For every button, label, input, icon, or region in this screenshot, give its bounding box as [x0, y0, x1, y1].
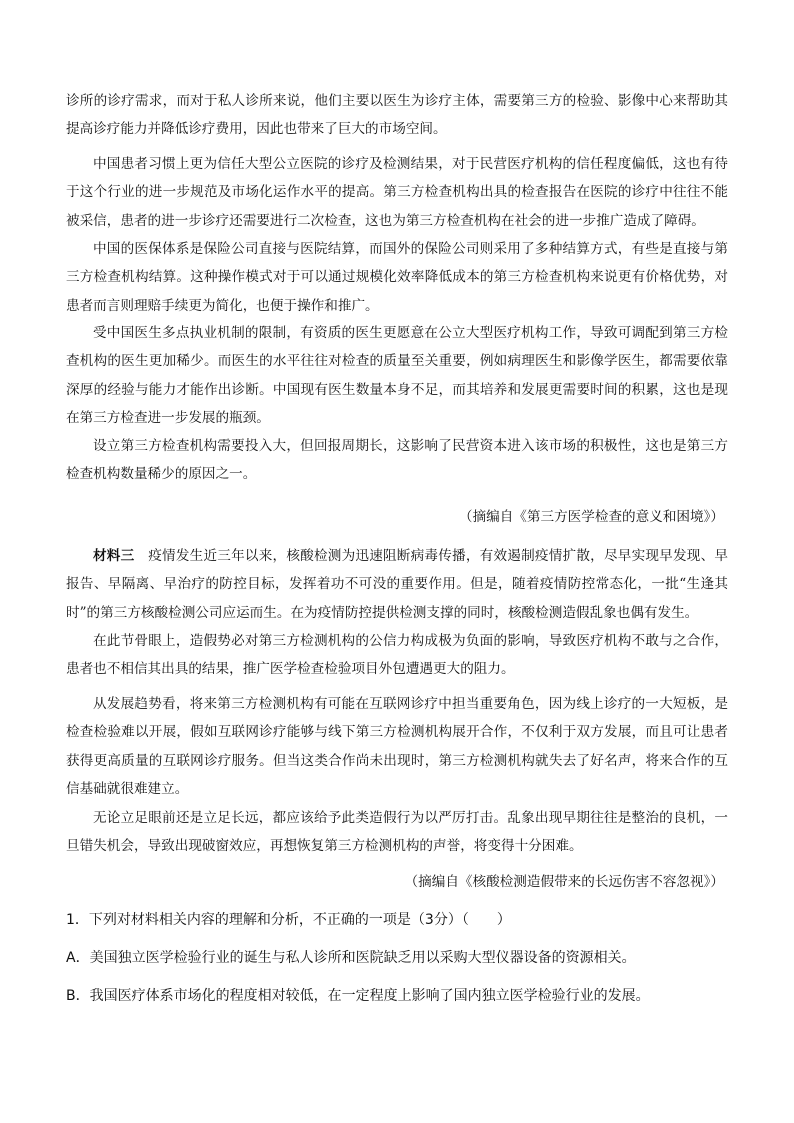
material3-paragraph-3: 从发展趋势看，将来第三方检测机构有可能在互联网诊疗中担当重要角色，因为线上诊疗的一大短板，是检查检验难以开展，假如互联网诊疗能够与线下第三方检测机构展开合作，不仅利于双方发展，而且可让患者获得更高质量的互联网诊疗服务。但当这类合作尚未出现时，第三方检测机构就失去了好名声，将来合作的互信基础就很难建立。 — [66, 696, 728, 798]
option-b: B．我国医疗体系市场化的程度相对较低，在一定程度上影响了国内独立医学检验行业的发展。 — [66, 988, 650, 1004]
material3-paragraph-1 — [66, 542, 728, 627]
material2-paragraph-3: 中国的医保体系是保险公司直接与医院结算，而国外的保险公司则采用了多种结算方式，有些是直接与第三方检查机构结算。这种操作模式对于可以通过规模化效率降低成本的第三方检查机构来说更有价格优势，对患者而言则理赔手续更为简化，也便于操作和推广。 — [66, 241, 728, 314]
material3-paragraph-1-text: 疫情发生近三年以来，核酸检测为迅速阻断病毒传播，有效遏制疫情扩散，尽早实现早发现、早报告、早隔离、早治疗的防控目标，发挥着功不可没的重要作用。但是，随着疫情防控常态化，一批“生逢其时”的第三方核酸检测公司应运而生。在为疫情防控提供检测支撑的同时，核酸检测造假乱象也偶有发生。 — [66, 548, 729, 621]
material2-source: （摘编自《第三方医学检查的意义和困境》） — [458, 509, 724, 525]
question-stem: 1．下列对材料相关内容的理解和分析，不正确的一项是（3分）（ ） — [66, 912, 511, 928]
option-a: A．美国独立医学检验行业的诞生与私人诊所和医院缺乏用以采购大型仪器设备的资源相关。 — [66, 950, 636, 966]
material2-paragraph-1: 诊所的诊疗需求，而对于私人诊所来说，他们主要以医生为诊疗主体，需要第三方的检验、影像中心来帮助其提高诊疗能力并降低诊疗费用，因此也带来了巨大的市场空间。 — [66, 93, 728, 138]
material3-paragraph-2: 在此节骨眼上，造假势必对第三方检测机构的公信力构成极为负面的影响，导致医疗机构不敢与之合作，患者也不相信其出具的结果，推广医学检查检验项目外包遭遇更大的阻力。 — [66, 633, 728, 678]
material3-source: （摘编自《核酸检测造假带来的长远伤害不容忽视》） — [404, 874, 724, 890]
material3-paragraph-4: 无论立足眼前还是立足长远，都应该给予此类造假行为以严厉打击。乱象出现早期往往是整治的良机，一旦错失机会，导致出现破窗效应，再想恢复第三方检测机构的声誉，将变得十分困难。 — [66, 810, 728, 855]
material2-paragraph-2: 中国患者习惯上更为信任大型公立医院的诊疗及检测结果，对于民营医疗机构的信任程度偏低，这也有待于这个行业的进一步规范及市场化运作水平的提高。第三方检查机构出具的检查报告在医院的诊疗中往往不能被采信，患者的进一步诊疗还需要进行二次检查，这也为第三方检查机构在社会的进一步推广造成了障碍。 — [66, 156, 728, 229]
material3-label: 材料三 — [93, 548, 135, 564]
material2-paragraph-5: 设立第三方检查机构需要投入大，但回报周期长，这影响了民营资本进入该市场的积极性，这也是第三方检查机构数量稀少的原因之一。 — [66, 438, 728, 483]
material2-paragraph-4: 受中国医生多点执业机制的限制，有资质的医生更愿意在公立大型医疗机构工作，导致可调配到第三方检查机构的医生更加稀少。而医生的水平往往对检查的质量至关重要，例如病理医生和影像学医生，都需要依靠深厚的经验与能力才能作出诊断。中国现有医生数量本身不足，而其培养和发展更需要时间的积累，这也是现在第三方检查进一步发展的瓶颈。 — [66, 325, 728, 427]
